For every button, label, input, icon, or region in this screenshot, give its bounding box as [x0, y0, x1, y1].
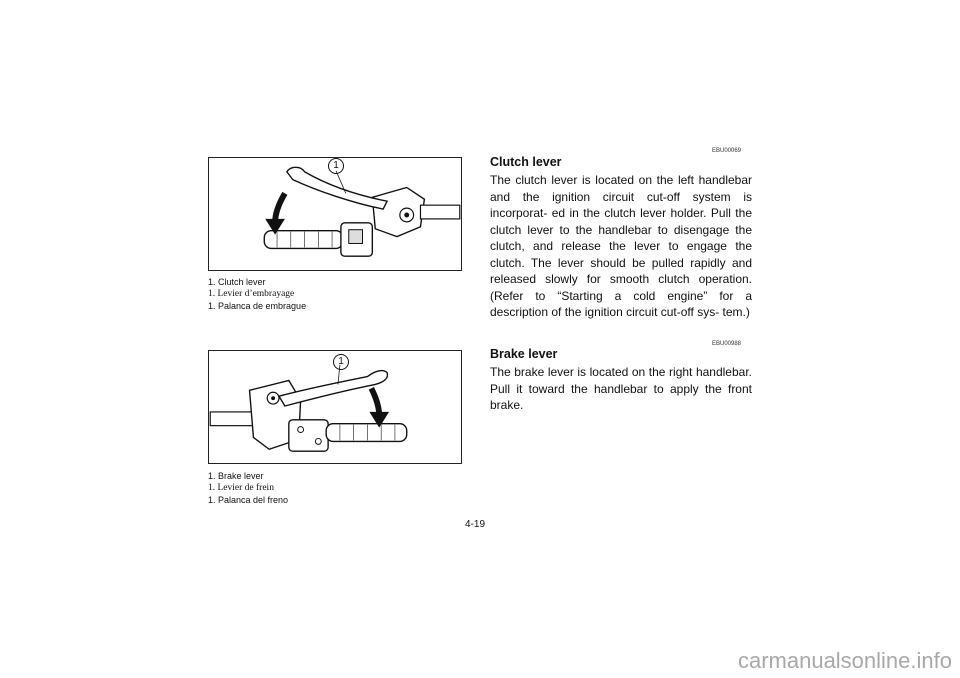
page-number: 4-19: [465, 519, 486, 530]
clutch-lever-illustration: [209, 158, 461, 270]
section1-heading: Clutch lever: [490, 155, 562, 169]
caption-en: 1. Clutch lever: [208, 277, 266, 287]
figure1-captions: [208, 276, 306, 312]
caption-es: 1. Palanca del freno: [208, 495, 289, 505]
section2-code: EBU00988: [712, 341, 742, 347]
section2-heading: Brake lever: [490, 347, 558, 361]
caption-en: 1. Brake lever: [208, 471, 264, 481]
section2-body: The brake lever is located on the right handlebar. Pull it toward the handlebar to apply the front brake.: [490, 365, 752, 412]
figure2-captions: [208, 470, 288, 506]
section1-body: The clutch lever is located on the left handlebar and the ignition circuit cut-off system is incorporat- ed in the clutch lever holder. Pull the clutch lever to the handlebar to disengage the clutch, and release the lever to engage the clutch. The lever should be pulled rapidly and released slowly for smooth clutch operation. (Refer to “Starting a cold engine” for a description of the ignition circuit cut-off sys- tem.): [490, 173, 752, 319]
section1-code: EBU00069: [712, 148, 742, 154]
clutch-lever-figure: [208, 157, 462, 271]
caption-es: 1. Palanca de embrague: [208, 301, 307, 311]
caption-fr: 1. Levier de frein: [208, 483, 274, 493]
figure1-callout: 1: [328, 158, 344, 174]
figure2-callout: 1: [333, 354, 349, 370]
watermark: carmanualsonline.info: [737, 648, 952, 673]
caption-fr: 1. Levier d’embrayage: [208, 289, 295, 299]
